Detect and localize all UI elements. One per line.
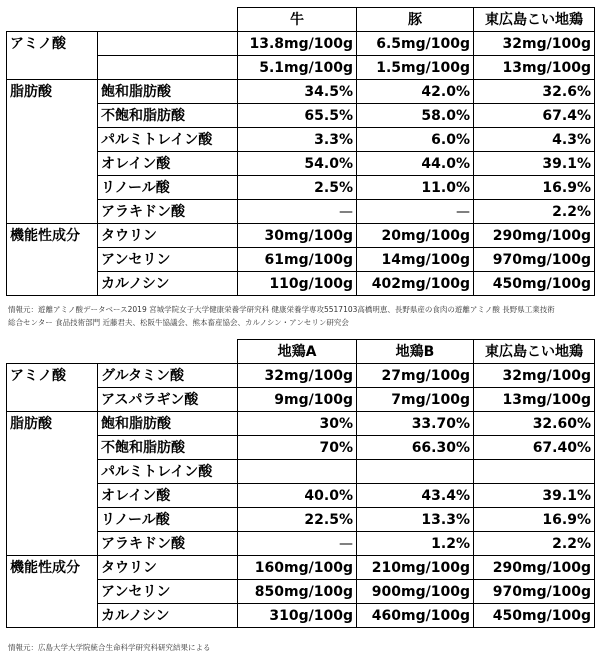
value-cell: 850mg/100g (238, 580, 357, 604)
value-cell: 310g/100g (238, 604, 357, 628)
value-cell: 54.0% (238, 152, 357, 176)
value-cell: 110g/100g (238, 272, 357, 296)
value-cell: 30mg/100g (238, 224, 357, 248)
table-row (7, 508, 595, 532)
table-row (7, 532, 595, 556)
table-row (7, 176, 595, 200)
value-cell: 3.3% (238, 128, 357, 152)
value-cell: 13mg/100g (474, 388, 595, 412)
value-cell: 210mg/100g (357, 556, 474, 580)
value-cell: 7mg/100g (357, 388, 474, 412)
source-note-2 (8, 641, 211, 654)
value-cell: 160mg/100g (238, 556, 357, 580)
table-row (7, 412, 595, 436)
category-cell (7, 436, 98, 460)
value-cell: 43.4% (357, 484, 474, 508)
item-cell: アラキドン酸 (98, 532, 238, 556)
item-cell: タウリン (98, 224, 238, 248)
value-cell: 2.2% (474, 200, 595, 224)
column-header: 豚 (357, 8, 474, 32)
table-row (7, 484, 595, 508)
category-cell (7, 56, 98, 80)
item-cell: アンセリン (98, 580, 238, 604)
table-row (7, 556, 595, 580)
item-cell: タウリン (98, 556, 238, 580)
value-cell: 6.5mg/100g (357, 32, 474, 56)
source-note-1 (8, 303, 555, 329)
item-cell: パルミトレイン酸 (98, 128, 238, 152)
table-row (7, 200, 595, 224)
table-row (7, 152, 595, 176)
value-cell: 32.60% (474, 412, 595, 436)
column-header: 地鶏B (357, 340, 474, 364)
category-cell: アミノ酸 (7, 32, 98, 56)
source-note-1-line-2: 総合センター 食品技術部門 近藤君夫、松阪牛協議会、熊本畜産協会、カルノシン・アンセリン研究会 (8, 318, 349, 327)
value-cell (357, 460, 474, 484)
table-2-body (7, 340, 595, 628)
value-cell: 11.0% (357, 176, 474, 200)
value-cell: 290mg/100g (474, 224, 595, 248)
item-cell: オレイン酸 (98, 152, 238, 176)
value-cell: 32.6% (474, 80, 595, 104)
item-cell (98, 56, 238, 80)
category-cell (7, 248, 98, 272)
item-cell: パルミトレイン酸 (98, 460, 238, 484)
value-cell: — (357, 200, 474, 224)
value-cell: 16.9% (474, 508, 595, 532)
table-row (7, 388, 595, 412)
table-row (7, 80, 595, 104)
value-cell: — (238, 200, 357, 224)
item-cell: カルノシン (98, 604, 238, 628)
value-cell: 67.4% (474, 104, 595, 128)
header-row (7, 340, 595, 364)
value-cell: 70% (238, 436, 357, 460)
category-cell (7, 128, 98, 152)
header-blank-cell (7, 8, 238, 32)
value-cell: 22.5% (238, 508, 357, 532)
table-row (7, 128, 595, 152)
value-cell (474, 460, 595, 484)
value-cell: 42.0% (357, 80, 474, 104)
category-cell: 脂肪酸 (7, 412, 98, 436)
value-cell: 4.3% (474, 128, 595, 152)
item-cell: リノール酸 (98, 176, 238, 200)
category-cell (7, 272, 98, 296)
comparison-table-1 (6, 7, 595, 296)
value-cell: 33.70% (357, 412, 474, 436)
table-row (7, 248, 595, 272)
value-cell: 2.2% (474, 532, 595, 556)
category-cell: アミノ酸 (7, 364, 98, 388)
category-cell: 機能性成分 (7, 224, 98, 248)
comparison-table-2 (6, 339, 595, 628)
category-cell (7, 388, 98, 412)
value-cell: 32mg/100g (474, 32, 595, 56)
header-row (7, 8, 595, 32)
item-cell: リノール酸 (98, 508, 238, 532)
table-row (7, 56, 595, 80)
item-cell: アンセリン (98, 248, 238, 272)
category-cell (7, 200, 98, 224)
column-header: 東広島こい地鶏 (474, 340, 595, 364)
item-cell: 飽和脂肪酸 (98, 412, 238, 436)
value-cell: 40.0% (238, 484, 357, 508)
value-cell: 14mg/100g (357, 248, 474, 272)
table-row (7, 436, 595, 460)
item-cell: 飽和脂肪酸 (98, 80, 238, 104)
value-cell: 13.8mg/100g (238, 32, 357, 56)
item-cell: オレイン酸 (98, 484, 238, 508)
category-cell (7, 580, 98, 604)
table-row (7, 104, 595, 128)
value-cell: 9mg/100g (238, 388, 357, 412)
category-cell (7, 176, 98, 200)
value-cell: 970mg/100g (474, 248, 595, 272)
value-cell: 1.2% (357, 532, 474, 556)
table-row (7, 272, 595, 296)
category-cell (7, 532, 98, 556)
category-cell (7, 604, 98, 628)
value-cell: 5.1mg/100g (238, 56, 357, 80)
value-cell: 44.0% (357, 152, 474, 176)
table-row (7, 364, 595, 388)
source-note-2-line-1: 情報元：広島大学大学院統合生命科学研究科研究結果による (8, 643, 211, 652)
value-cell: 970mg/100g (474, 580, 595, 604)
table-row (7, 224, 595, 248)
value-cell: — (238, 532, 357, 556)
value-cell: 27mg/100g (357, 364, 474, 388)
value-cell: 61mg/100g (238, 248, 357, 272)
value-cell: 16.9% (474, 176, 595, 200)
value-cell: 58.0% (357, 104, 474, 128)
value-cell: 6.0% (357, 128, 474, 152)
value-cell: 34.5% (238, 80, 357, 104)
column-header: 牛 (238, 8, 357, 32)
table-row (7, 32, 595, 56)
value-cell (238, 460, 357, 484)
value-cell: 67.40% (474, 436, 595, 460)
value-cell: 13mg/100g (474, 56, 595, 80)
category-cell (7, 104, 98, 128)
value-cell: 1.5mg/100g (357, 56, 474, 80)
value-cell: 13.3% (357, 508, 474, 532)
item-cell: カルノシン (98, 272, 238, 296)
table-row (7, 460, 595, 484)
value-cell: 20mg/100g (357, 224, 474, 248)
category-cell (7, 484, 98, 508)
value-cell: 66.30% (357, 436, 474, 460)
item-cell: 不飽和脂肪酸 (98, 104, 238, 128)
item-cell: アラキドン酸 (98, 200, 238, 224)
item-cell (98, 32, 238, 56)
item-cell: 不飽和脂肪酸 (98, 436, 238, 460)
table-row (7, 604, 595, 628)
item-cell: アスパラギン酸 (98, 388, 238, 412)
category-cell (7, 152, 98, 176)
item-cell: グルタミン酸 (98, 364, 238, 388)
value-cell: 65.5% (238, 104, 357, 128)
value-cell: 450mg/100g (474, 604, 595, 628)
value-cell: 402mg/100g (357, 272, 474, 296)
column-header: 東広島こい地鶏 (474, 8, 595, 32)
category-cell (7, 460, 98, 484)
value-cell: 32mg/100g (474, 364, 595, 388)
value-cell: 2.5% (238, 176, 357, 200)
header-blank-cell (7, 340, 238, 364)
category-cell: 脂肪酸 (7, 80, 98, 104)
table-row (7, 580, 595, 604)
value-cell: 290mg/100g (474, 556, 595, 580)
column-header: 地鶏A (238, 340, 357, 364)
value-cell: 39.1% (474, 484, 595, 508)
value-cell: 450mg/100g (474, 272, 595, 296)
value-cell: 900mg/100g (357, 580, 474, 604)
table-1-body (7, 8, 595, 296)
value-cell: 460mg/100g (357, 604, 474, 628)
category-cell: 機能性成分 (7, 556, 98, 580)
value-cell: 30% (238, 412, 357, 436)
value-cell: 32mg/100g (238, 364, 357, 388)
source-note-1-line-1: 情報元：遊離アミノ酸データベース2019 宮城学院女子大学健康栄養学研究科 健康栄養学専攻5517103高橋明恵、長野県産の食肉の遊離アミノ酸 長野県工業技術 (8, 305, 555, 314)
value-cell: 39.1% (474, 152, 595, 176)
category-cell (7, 508, 98, 532)
